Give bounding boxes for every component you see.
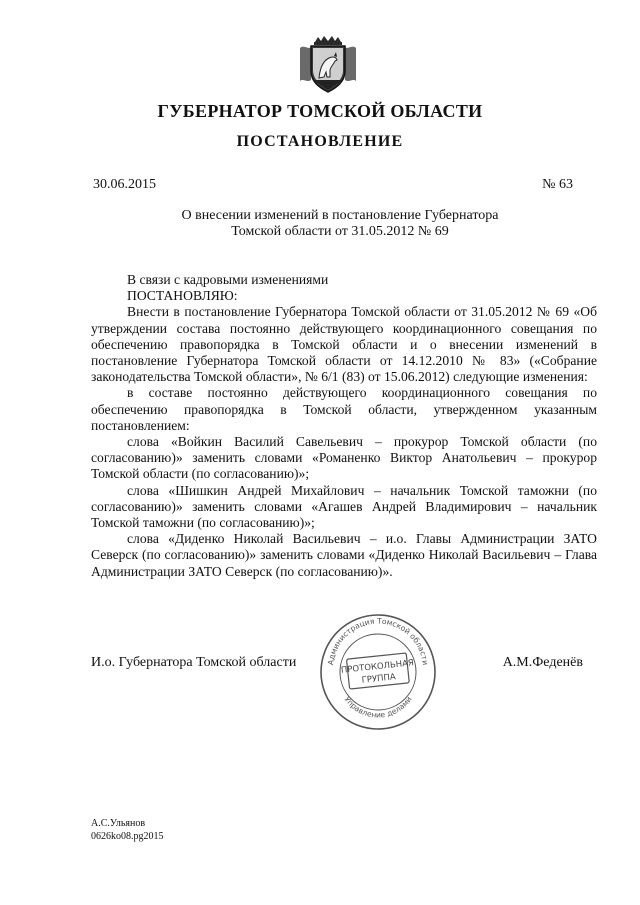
document-footer bbox=[91, 817, 164, 843]
body-paragraph-4: слова «Шишкин Андрей Михайлович – начальник Томской таможни (по согласованию)» заменить словами «Агашев Андрей Владимирович – начальник Томской таможни (по согласованию)»; bbox=[91, 482, 597, 531]
svg-text:Администрация Томской области bbox=[326, 616, 430, 665]
subject-line-1: О внесении изменений в постановление Губернатора bbox=[181, 208, 499, 223]
stamp-center-line-2: ГРУППА bbox=[361, 672, 397, 686]
body-paragraph-1: Внести в постановление Губернатора Томской области от 31.05.2012 № 69 «Об утверждении состава постоянно действующего координационного совещания по обеспечению правопорядка в Томской области и о внесении изменений в постановление Губернатора Томской области от 14.12.2010 № 83» («Собрание законодательства Томской области», № 6/1 (83) от 15.06.2012) следующие изменения: bbox=[91, 304, 597, 385]
body-paragraph-2: в составе постоянно действующего координационного совещания по обеспечению правопорядка в Томской области, утвержденном указанным постановлением: bbox=[91, 385, 597, 433]
body-paragraph-3: слова «Войкин Василий Савельевич – прокурор Томской области (по согласованию)» заменить словами «Романенко Виктор Анатольевич – прокурор Томской области (по согласованию)»; bbox=[91, 434, 597, 482]
document-date: 30.06.2015 bbox=[93, 177, 156, 192]
signatory-name: А.М.Феденёв bbox=[502, 655, 583, 670]
author-name: А.С.Ульянов bbox=[91, 818, 146, 829]
issuer-title: ГУБЕРНАТОР ТОМСКОЙ ОБЛАСТИ bbox=[157, 101, 483, 121]
decree-word: ПОСТАНОВЛЯЮ: bbox=[127, 288, 238, 304]
signatory-position: И.о. Губернатора Томской области bbox=[91, 655, 297, 670]
body-paragraph-5: слова «Диденко Николай Васильевич – и.о. Главы Администрации ЗАТО Северск (по согласованию)» заменить словами «Диденко Николай Васильевич – Глава Администрации ЗАТО Северск (по согласованию)». bbox=[91, 531, 597, 579]
stamp-ring-text: Администрация Томской области bbox=[326, 616, 430, 666]
document-type: ПОСТАНОВЛЕНИЕ bbox=[236, 133, 404, 150]
document-number: № 63 bbox=[542, 177, 573, 192]
subject-line-2: Томской области от 31.05.2012 № 69 bbox=[231, 224, 449, 239]
file-reference: 0626ko08.pg2015 bbox=[91, 831, 164, 842]
svg-text:Управление делами bbox=[342, 695, 413, 720]
coat-of-arms-icon bbox=[298, 34, 358, 94]
lead-paragraph: В связи с кадровыми изменениями bbox=[127, 272, 329, 287]
document-body bbox=[91, 272, 597, 580]
document-subject bbox=[140, 208, 540, 240]
official-stamp bbox=[318, 612, 438, 732]
stamp-center-line-1: ПРОТОКОЛЬНАЯ bbox=[340, 658, 415, 676]
stamp-bottom-text: Управление делами bbox=[342, 694, 414, 720]
